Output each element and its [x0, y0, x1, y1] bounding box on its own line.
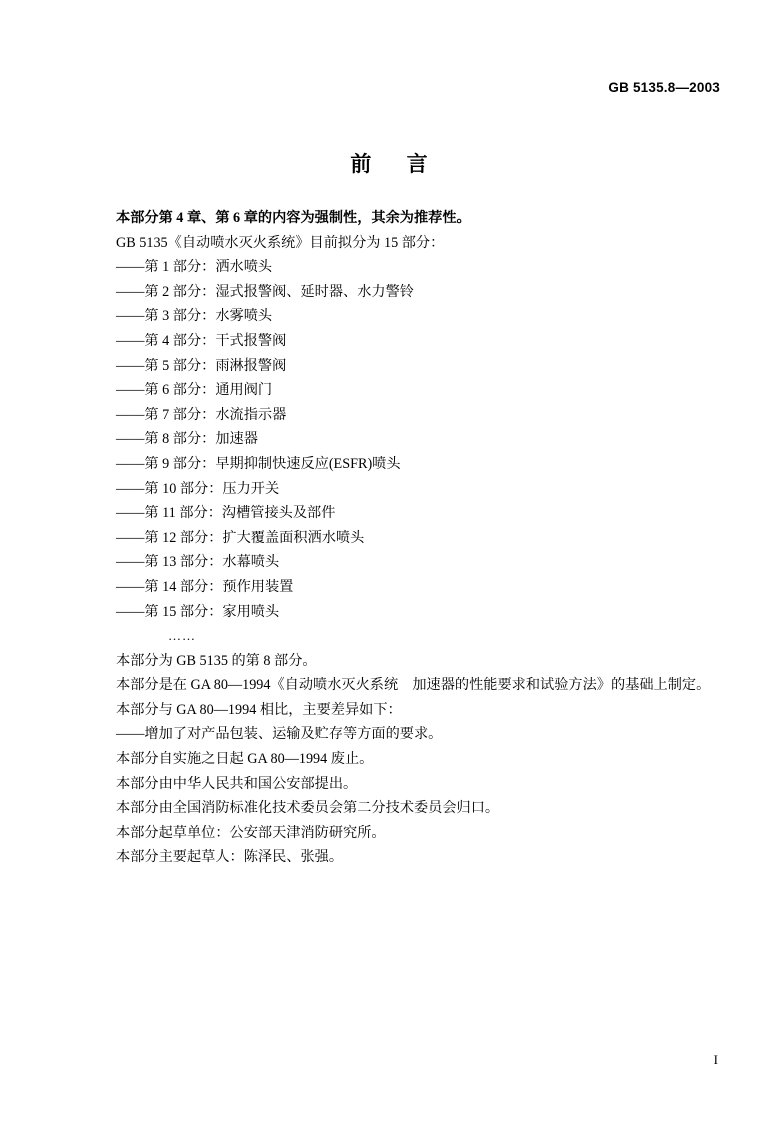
foreword-line: ——第 2 部分：湿式报警阀、延时器、水力警铃	[116, 283, 414, 300]
foreword-line: ——第 14 部分：预作用装置	[116, 578, 294, 595]
foreword-body	[116, 206, 726, 870]
foreword-line: 本部分自实施之日起 GA 80—1994 废止。	[116, 751, 374, 768]
foreword-line: ——第 10 部分：压力开关	[116, 480, 280, 497]
foreword-line: GB 5135《自动喷水灭火系统》目前拟分为 15 部分：	[116, 234, 445, 251]
foreword-line: ——第 6 部分：通用阀门	[116, 382, 273, 399]
foreword-line: ——第 11 部分：沟槽管接头及部件	[116, 505, 336, 522]
foreword-line: ——第 3 部分：水雾喷头	[116, 308, 273, 325]
foreword-line: 本部分第 4 章、第 6 章的内容为强制性，其余为推荐性。	[116, 210, 471, 226]
foreword-line: 本部分与 GA 80—1994 相比，主要差异如下：	[116, 701, 402, 718]
page-number: I	[713, 1052, 718, 1067]
foreword-line: 本部分是在 GA 80—1994《自动喷水灭火系统 加速器的性能要求和试验方法》的基础上制定。	[116, 677, 711, 694]
foreword-line: ——第 1 部分：洒水喷头	[116, 259, 273, 276]
foreword-line: ——第 13 部分：水幕喷头	[116, 554, 280, 571]
foreword-line: ——第 15 部分：家用喷头	[116, 603, 280, 620]
standard-code-header: GB 5135.8—2003	[608, 80, 720, 95]
foreword-line: 本部分主要起草人：陈泽民、张强。	[116, 849, 344, 866]
foreword-line: ——增加了对产品包装、运输及贮存等方面的要求。	[116, 726, 443, 743]
foreword-line: ——第 5 部分：雨淋报警阀	[116, 357, 287, 374]
page-title: 前 言	[350, 151, 442, 176]
foreword-line: ……	[168, 628, 196, 644]
foreword-line: ——第 8 部分：加速器	[116, 431, 258, 448]
foreword-line: 本部分起草单位：公安部天津消防研究所。	[116, 824, 386, 841]
foreword-line: ——第 9 部分：早期抑制快速反应(ESFR)喷头	[116, 455, 401, 472]
foreword-line: ——第 7 部分：水流指示器	[116, 406, 287, 423]
foreword-line: 本部分由全国消防标准化技术委员会第二分技术委员会归口。	[116, 800, 500, 817]
foreword-line: ——第 4 部分：干式报警阀	[116, 332, 287, 349]
foreword-line: 本部分为 GB 5135 的第 8 部分。	[116, 652, 317, 669]
foreword-line: 本部分由中华人民共和国公安部提出。	[116, 775, 358, 792]
foreword-line: ——第 12 部分：扩大覆盖面积洒水喷头	[116, 529, 365, 546]
